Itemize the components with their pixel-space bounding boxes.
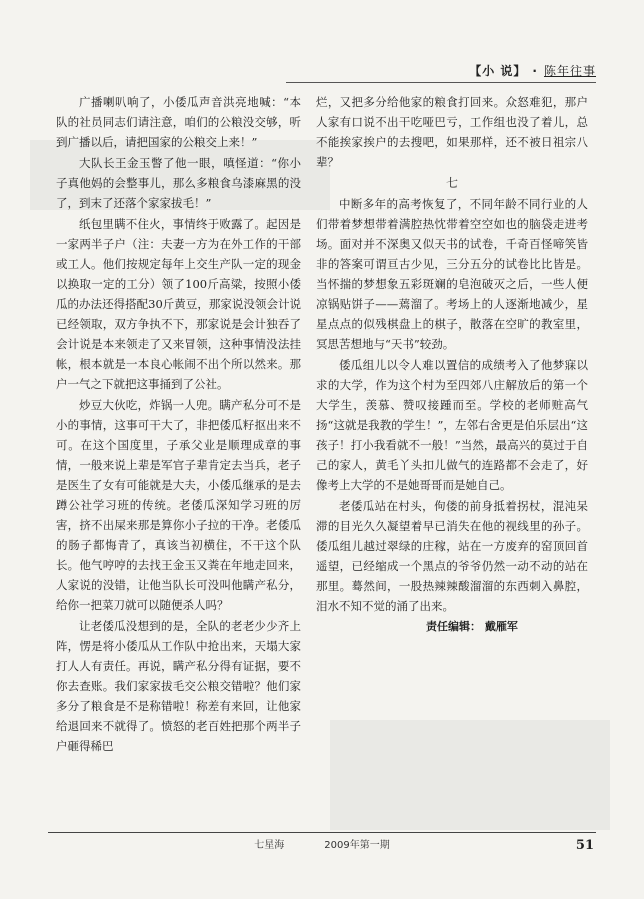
paragraph: 炒豆大伙吃，炸锅一人兜。瞒产私分可不是小的事情，这事可干大了，非把倭瓜籽抠出来不可。在这个国度里，子承父业是顺理成章的事情，一般来说上辈是军官子辈肯定去当兵，老子是医生了女有可能就是大夫，小倭瓜继承的是去蹲公社学习班的传统。老倭瓜深知学习班的厉害，挤不出屎来那是算你小子拉的干净。老倭瓜的肠子都悔青了，真该当初横住，不干这个队长。他气哼哼的去找王金玉又粪在年地走回来，人家说的没错，让他当队长可没叫他瞒产私分，给你一把菜刀就可以随便杀人吗？ xyxy=(56,398,301,612)
left-column xyxy=(56,92,301,757)
footer-rule xyxy=(48,832,596,833)
journal-name: 七星海 xyxy=(254,840,285,851)
paragraph: 让老倭瓜没想到的是，全队的老老少少齐上阵，愣是将小倭瓜从工作队中抢出来，天塌大家打人人有责任。再说，瞒产私分得有证据，要不你去查账。我们家家拔毛交公粮交错啦？他们家多分了粮食是不是称错啦！称差有来回，让他家给退回来不就得了。愤怒的老百姓把那个两半子户砸得稀巴 xyxy=(56,619,301,753)
paragraph: 倭瓜组儿以令人难以置信的成绩考入了他梦寐以求的大学，作为这个村为至四郊八庄解放后的第一个大学生，羡慕、赞叹接踵而至。学校的老师赃高气扬“这就是我教的学生！”，左邻右舍更是伯乐层出“这孩子！打小我看就不一般！”当然，最高兴的莫过于自己的家人，黄毛丫头扣儿做气的连路都不会走了，好像考上大学的不是她哥哥而是她自己。 xyxy=(316,358,588,492)
paragraph: 大队长王金玉瞥了他一眼，嗔怪道：“你小子真他妈的会整事儿，那么多粮食乌漆麻黑的没了，到末了还落个家家拔毛！” xyxy=(56,156,301,210)
scan-shade xyxy=(330,720,610,830)
chapter-number: 七 xyxy=(445,176,458,190)
right-column xyxy=(316,92,588,638)
page-footer xyxy=(48,832,596,851)
issue-label: 2009年第一期 xyxy=(324,840,390,851)
paragraph: 老倭瓜站在村头，佝偻的前身抵着拐杖，混沌呆滞的目光久久凝望着早已消失在他的视线里的孙子。倭瓜组儿越过翠绿的庄稼，站在一方废弃的窑顶回首遥望，已经缩成一个黑点的爷爷仍然一动不动的站在那里。蓦然间，一股热辣辣酸溜溜的东西刺入鼻腔，泪水不知不觉的涌了出来。 xyxy=(316,499,588,613)
section-name: 小 说 xyxy=(482,64,514,78)
header-rule xyxy=(286,82,596,83)
page-number: 51 xyxy=(575,838,594,853)
editor-credit: 责任编辑： 戴雁军 xyxy=(426,620,518,633)
paragraph: 广播喇叭响了，小倭瓜声音洪亮地喊：“本队的社员同志们请注意，咱们的公粮没交够，听到广播以后，请把国家的公粮交上来！” xyxy=(56,95,301,149)
section-header xyxy=(469,62,596,79)
column-name: 陈年往事 xyxy=(543,64,596,78)
paragraph: 纸包里瞒不住火，事情终于败露了。起因是一家两半子户（注：夫妻一方为在外工作的干部或工人。他们按规定每年上交生产队一定的现金以换取一定的工分）领了100斤高粱，按照小倭瓜的办法还得搭配30斤黄豆，那家说没领会计说已经领取，双方争执不下，那家说是会计独吞了会计说是本来领走了又来冒领，这种事情没法挂帐，根本就是一本良心帐闹不出个所以然来。那户一气之下就把这事捅到了公社。 xyxy=(56,217,301,391)
paragraph-continuation: 烂，又把多分给他家的粮食打回来。众怒难犯，那户人家有口说不出干吃哑巴亏，工作组也没了着儿，总不能挨家挨户的去搜吧，如果那样，还不被日祖宗八辈？ xyxy=(316,95,588,169)
section-label: 【小 说】 xyxy=(469,64,527,78)
paragraph: 中断多年的高考恢复了，不同年龄不同行业的人们带着梦想带着满腔热忱带着空空如也的脑袋走进考场。面对并不深奥又似天书的试卷，千奇百怪啼笑皆非的答案可谓亘古少见，三分五分的试卷比比皆是。当怀揣的梦想象五彩斑斓的皂泡破灭之后，一些人便凉锅贴饼子——蔫溜了。考场上的人逐渐地减少，星星点点的似残棋盘上的棋子，散落在空旷的教室里，冥思苦想地与“天书”较劲。 xyxy=(316,197,588,351)
header-separator: · xyxy=(532,63,538,78)
